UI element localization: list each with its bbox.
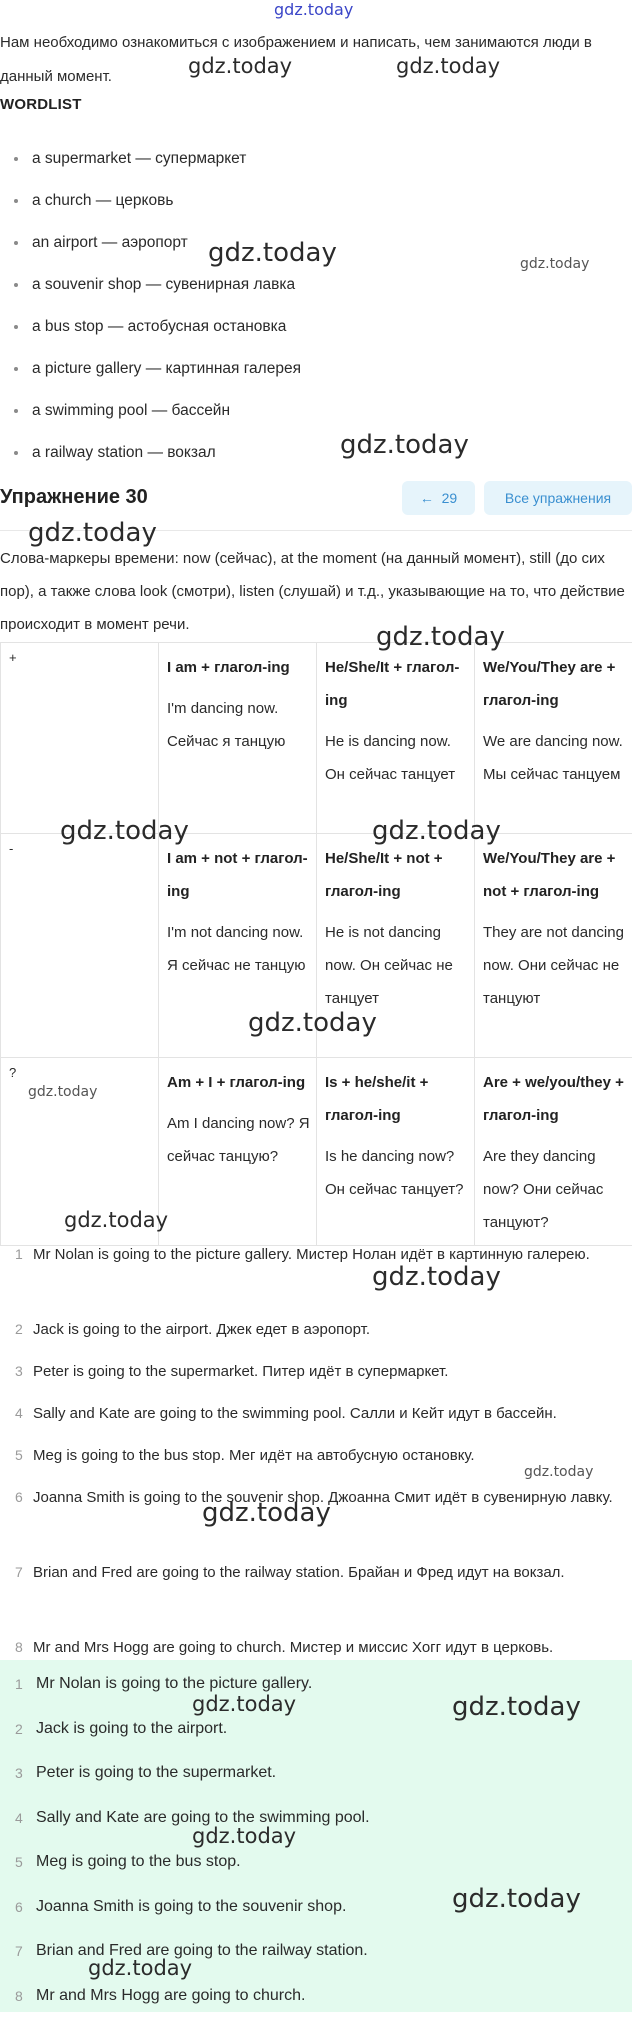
item-number: 4	[15, 1796, 23, 1841]
bullet-icon	[14, 325, 18, 329]
grammar-table	[0, 642, 632, 1246]
item-number: 5	[15, 1840, 23, 1885]
list-item	[0, 306, 301, 348]
item-text: Meg is going to the bus stop.	[36, 1853, 241, 1870]
list-item	[0, 264, 301, 306]
item-text: Peter is going to the supermarket. Питер идёт в супермаркет.	[33, 1363, 448, 1380]
watermark: gdz.today	[208, 238, 337, 268]
item-number: 7	[15, 1929, 23, 1974]
watermark: gdz.today	[452, 1692, 581, 1722]
word-text: a souvenir shop — сувенирная лавка	[32, 276, 295, 293]
item-text: Jack is going to the airport.	[36, 1720, 227, 1737]
watermark: gdz.today	[396, 54, 500, 78]
watermark: gdz.today	[192, 1692, 296, 1716]
item-text: Mr Nolan is going to the picture gallery. Мистер Нолан идёт в картинную галерею.	[33, 1246, 590, 1263]
table-cell	[159, 1058, 317, 1246]
watermark: gdz.today	[524, 1464, 593, 1480]
watermark: gdz.today	[60, 816, 189, 846]
watermark: gdz.today	[248, 1008, 377, 1038]
list-item	[0, 1974, 632, 2018]
exercise-header	[0, 478, 632, 520]
rule-formula: We/You/They are + глагол-ing	[483, 651, 626, 717]
rule-formula: I am + глагол-ing	[167, 651, 310, 684]
rule-example: We are dancing now. Мы сейчас танцуем	[483, 725, 626, 791]
word-text: a railway station — вокзал	[32, 444, 216, 461]
wordlist	[0, 138, 301, 474]
rule-example: I'm not dancing now. Я сейчас не танцую	[167, 916, 310, 982]
item-number: 2	[15, 1707, 23, 1752]
item-text: Sally and Kate are going to the swimming pool. Салли и Кейт идут в бассейн.	[33, 1405, 557, 1422]
watermark: gdz.today	[274, 0, 353, 19]
row-sign: +	[1, 643, 159, 834]
item-number: 5	[15, 1439, 23, 1472]
watermark: gdz.today	[202, 1498, 331, 1528]
list-item	[0, 1355, 632, 1397]
item-text: Joanna Smith is going to the souvenir shop. Джоанна Смит идёт в сувенирную лавку.	[33, 1489, 613, 1506]
list-item	[0, 138, 301, 180]
list-item	[0, 348, 301, 390]
word-text: a swimming pool — бассейн	[32, 402, 230, 419]
exercise-title: Упражнение 30	[0, 486, 148, 509]
item-number: 3	[15, 1355, 23, 1388]
item-number: 4	[15, 1397, 23, 1430]
item-text: Sally and Kate are going to the swimming pool.	[36, 1809, 370, 1826]
watermark: gdz.today	[372, 1262, 501, 1292]
watermark: gdz.today	[88, 1956, 192, 1980]
word-text: a supermarket — супермаркет	[32, 150, 246, 167]
list-item	[0, 1238, 632, 1313]
item-text: Mr and Mrs Hogg are going to church. Мистер и миссис Хогг идут в церковь.	[33, 1639, 553, 1656]
rule-example: Are they dancing now? Они сейчас танцуют?	[483, 1140, 626, 1239]
bullet-icon	[14, 157, 18, 161]
rule-formula: We/You/They are + not + глагол-ing	[483, 842, 626, 908]
rule-example: They are not dancing now. Они сейчас не танцуют	[483, 916, 626, 1015]
watermark: gdz.today	[64, 1208, 168, 1232]
word-text: a church — церковь	[32, 192, 173, 209]
previous-exercise-button[interactable]	[402, 481, 475, 515]
list-item	[0, 1751, 632, 1796]
table-cell	[317, 1058, 475, 1246]
list-item	[0, 1840, 632, 1885]
item-number: 8	[15, 1974, 23, 2018]
item-number: 1	[15, 1662, 23, 1707]
item-text: Meg is going to the bus stop. Мег идёт на автобусную остановку.	[33, 1447, 475, 1464]
rule-example: Am I dancing now? Я сейчас танцую?	[167, 1107, 310, 1173]
table-cell	[475, 643, 632, 834]
watermark: gdz.today	[372, 816, 501, 846]
item-text: Joanna Smith is going to the souvenir shop.	[36, 1898, 346, 1915]
rule-example: He is dancing now. Он сейчас танцует	[325, 725, 468, 791]
rule-formula: Is + he/she/it + глагол-ing	[325, 1066, 468, 1132]
theory-text: Слова-маркеры времени: now (сейчас), at the moment (на данный момент), still (до сих пор), а также слова look (смотри), listen (слушай) и т.д., указывающие на то, что действие происходит в момент речи.	[0, 542, 632, 641]
item-text: Jack is going to the airport. Джек едет в аэропорт.	[33, 1321, 370, 1338]
item-number: 3	[15, 1751, 23, 1796]
wordlist-title: WORDLIST	[0, 96, 82, 113]
list-item	[0, 180, 301, 222]
rule-example: He is not dancing now. Он сейчас не танцует	[325, 916, 468, 1015]
rule-formula: I am + not + глагол-ing	[167, 842, 310, 908]
intro-text: Нам необходимо ознакомиться с изображением и написать, чем занимаются люди в данный момент.	[0, 26, 630, 94]
rule-formula: Am + I + глагол-ing	[167, 1066, 310, 1099]
watermark: gdz.today	[452, 1884, 581, 1914]
rule-example: Is he dancing now? Он сейчас танцует?	[325, 1140, 468, 1206]
list-item	[0, 1556, 632, 1631]
rule-formula: He/She/It + not + глагол-ing	[325, 842, 468, 908]
watermark: gdz.today	[520, 256, 589, 272]
table-cell	[475, 834, 632, 1058]
arrow-left-icon: ←	[420, 490, 434, 506]
table-cell	[317, 643, 475, 834]
bullet-icon	[14, 451, 18, 455]
item-text: Brian and Fred are going to the railway station. Брайан и Фред идут на вокзал.	[33, 1564, 565, 1581]
bullet-icon	[14, 367, 18, 371]
item-text: Mr Nolan is going to the picture gallery.	[36, 1675, 312, 1692]
list-item	[0, 1397, 632, 1439]
rule-formula: He/She/It + глагол-ing	[325, 651, 468, 717]
word-text: an airport — аэропорт	[32, 234, 188, 251]
item-text: Mr and Mrs Hogg are going to church.	[36, 1987, 305, 2004]
item-text: Brian and Fred are going to the railway station.	[36, 1942, 368, 1959]
bullet-icon	[14, 409, 18, 413]
item-number: 8	[15, 1631, 23, 1664]
rule-formula: Are + we/you/they + глагол-ing	[483, 1066, 626, 1132]
item-number: 2	[15, 1313, 23, 1346]
rule-example: I'm dancing now. Сейчас я танцую	[167, 692, 310, 758]
item-text: Peter is going to the supermarket.	[36, 1764, 276, 1781]
bullet-icon	[14, 283, 18, 287]
watermark: gdz.today	[192, 1824, 296, 1848]
list-item	[0, 390, 301, 432]
list-item	[0, 1796, 632, 1841]
list-item	[0, 1313, 632, 1355]
item-number: 6	[15, 1885, 23, 1930]
watermark: gdz.today	[28, 1084, 97, 1100]
watermark: gdz.today	[28, 518, 157, 548]
table-row	[1, 643, 632, 834]
watermark: gdz.today	[376, 622, 505, 652]
item-number: 7	[15, 1556, 23, 1589]
table-cell	[475, 1058, 632, 1246]
previous-exercise-label: 29	[442, 490, 458, 506]
bullet-icon	[14, 199, 18, 203]
word-text: a picture gallery — картинная галерея	[32, 360, 301, 377]
item-number: 1	[15, 1238, 23, 1271]
bullet-icon	[14, 241, 18, 245]
row-sign: ?	[1, 1058, 159, 1246]
list-item	[0, 432, 301, 474]
table-cell	[159, 643, 317, 834]
watermark: gdz.today	[188, 54, 292, 78]
word-text: a bus stop — астобусная остановка	[32, 318, 286, 335]
row-sign: -	[1, 834, 159, 1058]
watermark: gdz.today	[340, 430, 469, 460]
translation-list	[0, 1238, 632, 1673]
item-number: 6	[15, 1481, 23, 1514]
all-exercises-button[interactable]: Все упражнения	[484, 481, 632, 515]
